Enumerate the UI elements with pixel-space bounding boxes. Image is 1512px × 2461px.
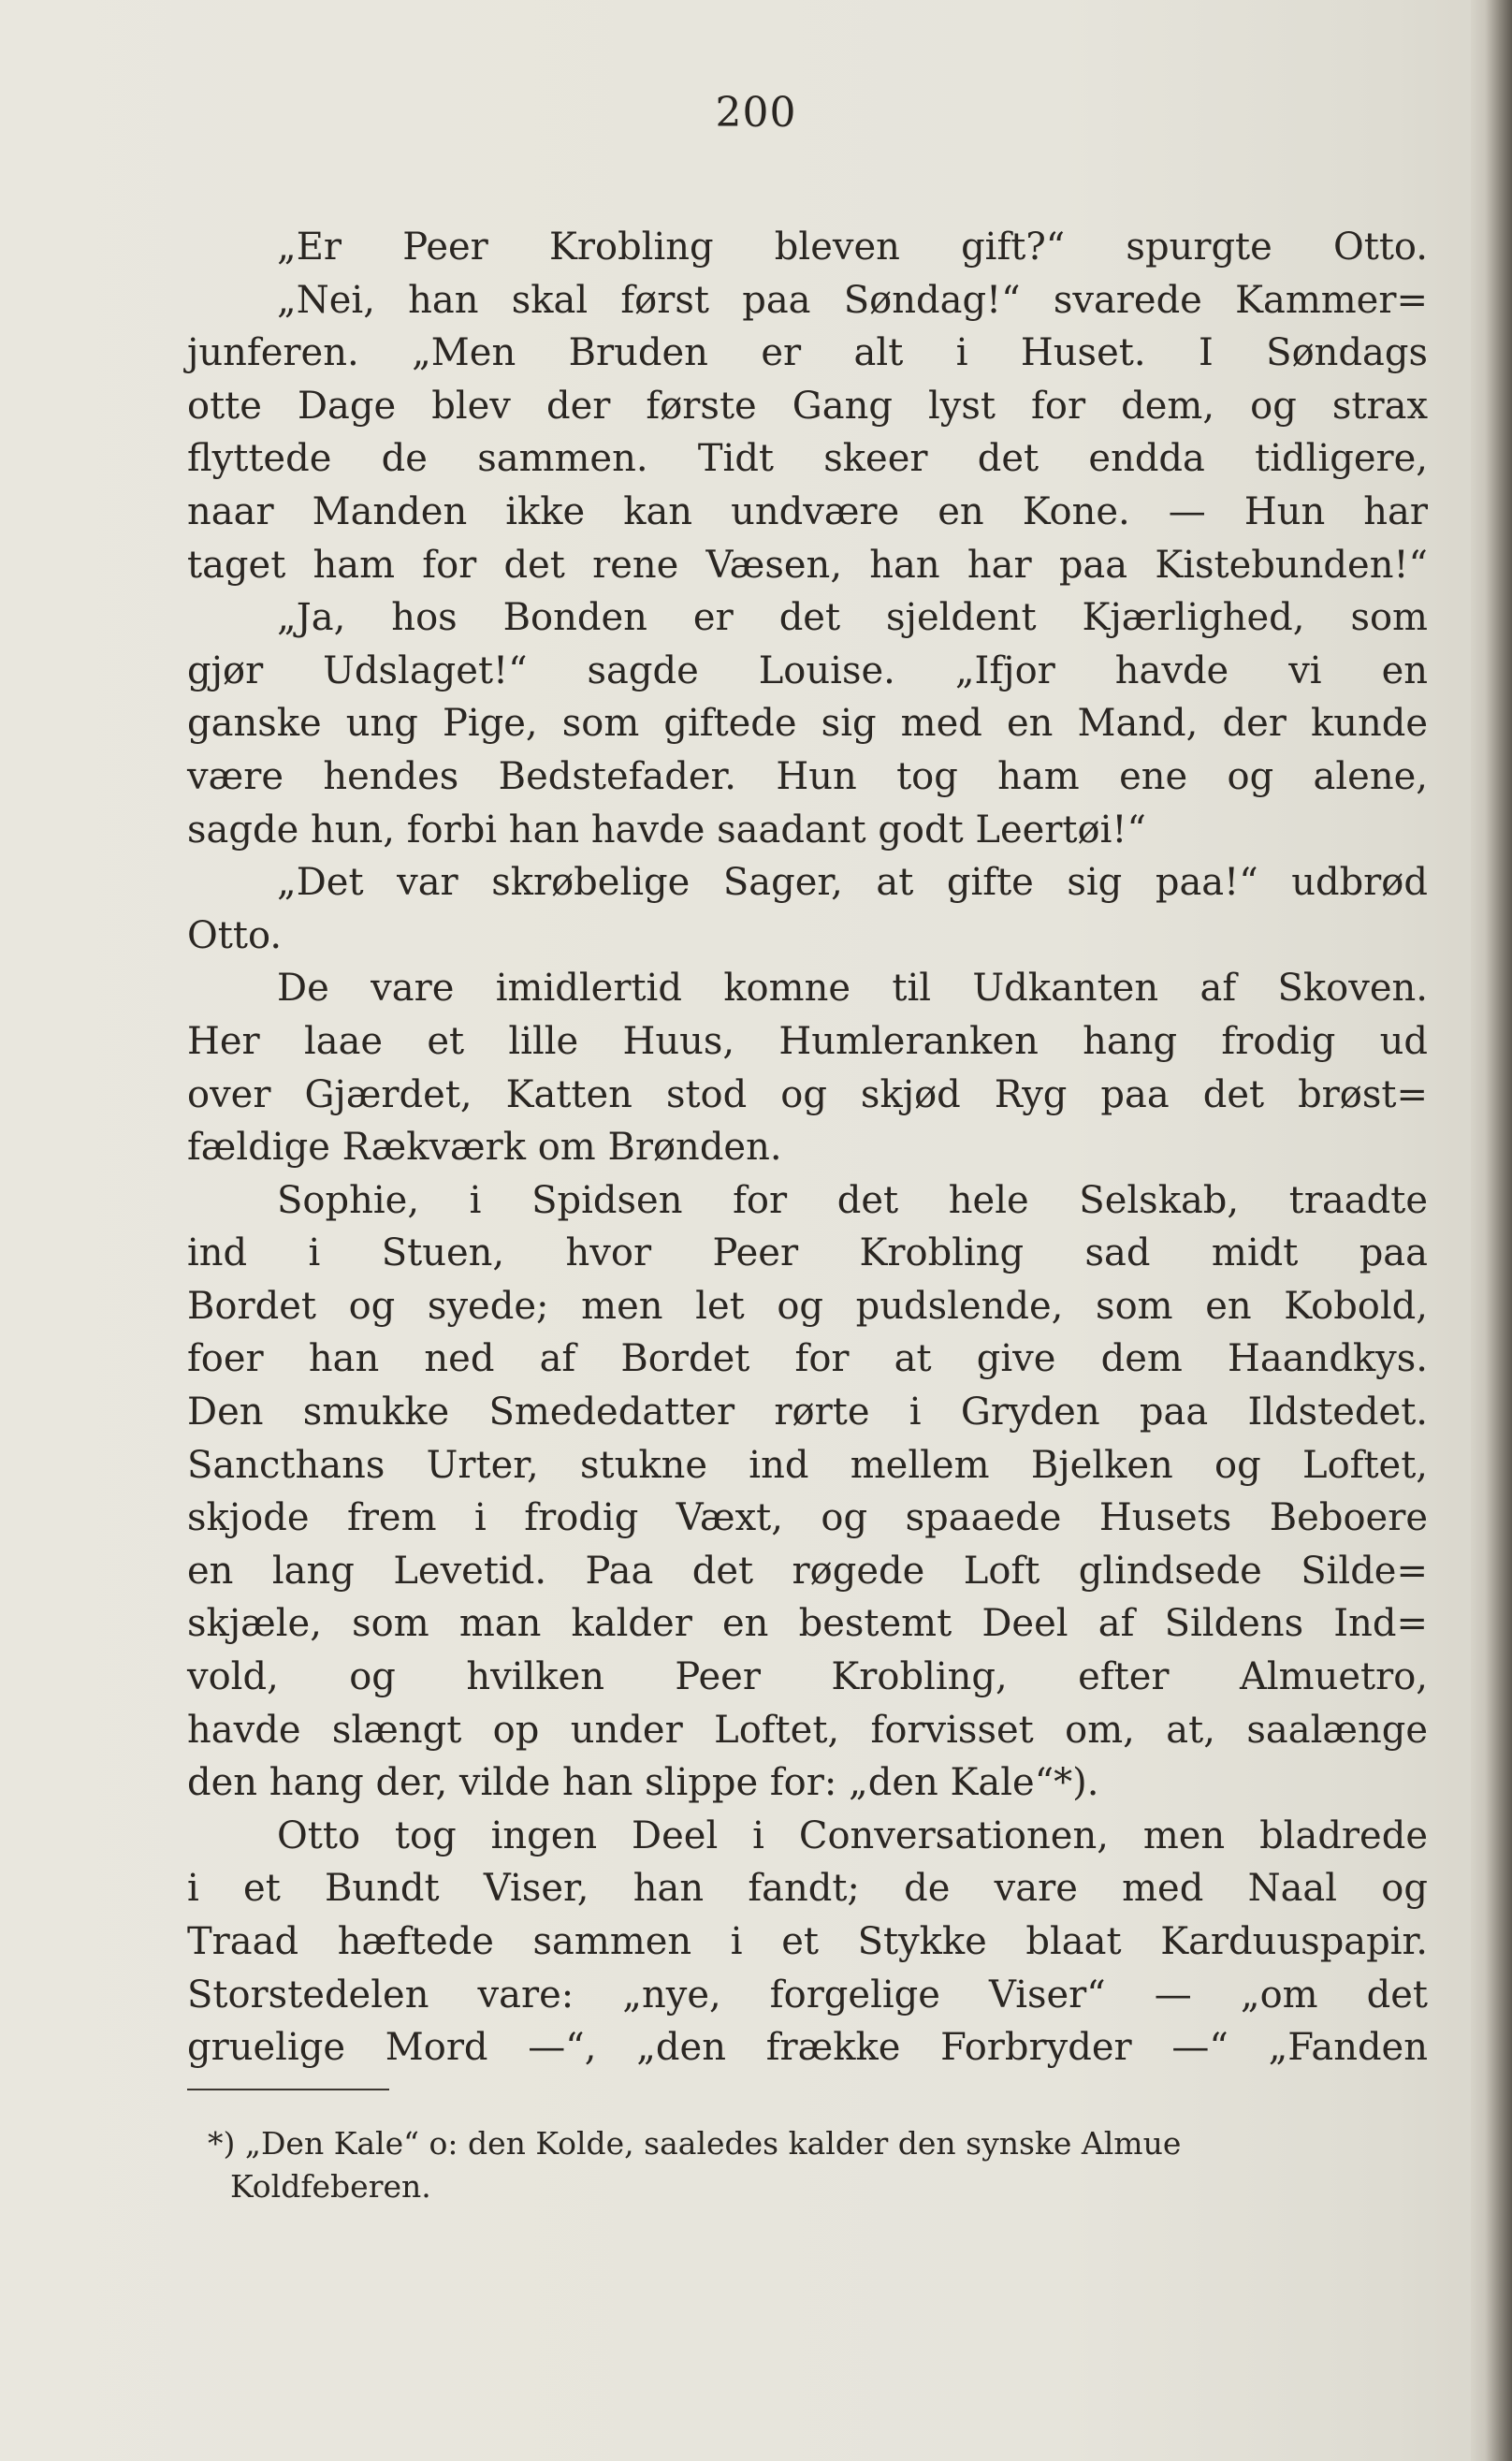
- text-line: skjode frem i frodig Væxt, og spaaede Husets Beboere: [187, 1496, 1428, 1540]
- text-line: vold, og hvilken Peer Krobling, efter Almuetro,: [187, 1655, 1428, 1699]
- text-line: den hang der, vilde han slippe for: „den Kale“*).: [187, 1761, 1099, 1805]
- text-line: fældige Rækværk om Brønden.: [187, 1126, 782, 1170]
- text-line: „Er Peer Krobling bleven gift?“ spurgte Otto.: [277, 226, 1428, 269]
- footnote-divider: [187, 2089, 389, 2090]
- footnote-line: *) „Den Kale“ o: den Kolde, saaledes kalder den synske Almue: [208, 2125, 1182, 2162]
- text-line: en lang Levetid. Paa det røgede Loft glindsede Silde=: [187, 1549, 1428, 1593]
- footnote-line: Koldfeberen.: [230, 2168, 431, 2205]
- text-line: gruelige Mord —“, „den frække Forbryder —“ „Fanden: [187, 2026, 1428, 2070]
- text-line: otte Dage blev der første Gang lyst for dem, og strax: [187, 384, 1428, 428]
- text-line: Sophie, i Spidsen for det hele Selskab, traadte: [277, 1178, 1428, 1222]
- text-line: sagde hun, forbi han havde saadant godt Leertøi!“: [187, 808, 1146, 852]
- page-number: 200: [715, 89, 797, 137]
- text-line: „Nei, han skal først paa Søndag!“ svarede Kammer=: [277, 278, 1428, 322]
- text-line: Sancthans Urter, stukne ind mellem Bjelken og Loftet,: [187, 1443, 1428, 1487]
- text-line: ganske ung Pige, som giftede sig med en Mand, der kunde: [187, 702, 1428, 746]
- text-line: Traad hæftede sammen i et Stykke blaat Karduuspapir.: [187, 1920, 1428, 1963]
- text-line: skjæle, som man kalder en bestemt Deel af Sildens Ind=: [187, 1602, 1428, 1646]
- text-line: Otto tog ingen Deel i Conversationen, men bladrede: [277, 1813, 1428, 1857]
- body-text: [187, 221, 1428, 2075]
- footnote: [208, 2122, 1428, 2208]
- text-line: flyttede de sammen. Tidt skeer det endda tidligere,: [187, 437, 1428, 481]
- text-line: Her laae et lille Huus, Humleranken hang frodig ud: [187, 1019, 1428, 1063]
- text-line: taget ham for det rene Væsen, han har paa Kistebunden!“: [187, 543, 1428, 587]
- text-line: „Det var skrøbelige Sager, at gifte sig paa!“ udbrød: [277, 861, 1428, 905]
- text-line: ind i Stuen, hvor Peer Krobling sad midt paa: [187, 1231, 1428, 1275]
- text-line: foer han ned af Bordet for at give dem Haandkys.: [187, 1337, 1428, 1381]
- text-line: Otto.: [187, 913, 283, 957]
- text-line: junferen. „Men Bruden er alt i Huset. I Søndags: [187, 331, 1428, 375]
- text-line: havde slængt op under Loftet, forvisset om, at, saalænge: [187, 1708, 1428, 1752]
- text-line: gjør Udslaget!“ sagde Louise. „Ifjor havde vi en: [187, 648, 1428, 692]
- text-line: over Gjærdet, Katten stod og skjød Ryg paa det brøst=: [187, 1072, 1428, 1116]
- text-line: i et Bundt Viser, han fandt; de vare med Naal og: [187, 1867, 1428, 1911]
- text-line: naar Manden ikke kan undvære en Kone. — Hun har: [187, 489, 1428, 533]
- text-line: De vare imidlertid komne til Udkanten af Skoven.: [277, 967, 1428, 1011]
- text-line: Storstedelen vare: „nye, forgelige Viser“ — „om det: [187, 1973, 1428, 2017]
- text-line: Bordet og syede; men let og pudslende, som en Kobold,: [187, 1284, 1428, 1328]
- text-line: „Ja, hos Bonden er det sjeldent Kjærlighed, som: [277, 596, 1428, 640]
- page-edge-shadow: [1471, 0, 1512, 2461]
- text-line: være hendes Bedstefader. Hun tog ham ene og alene,: [187, 754, 1428, 798]
- text-line: Den smukke Smededatter rørte i Gryden paa Ildstedet.: [187, 1391, 1428, 1434]
